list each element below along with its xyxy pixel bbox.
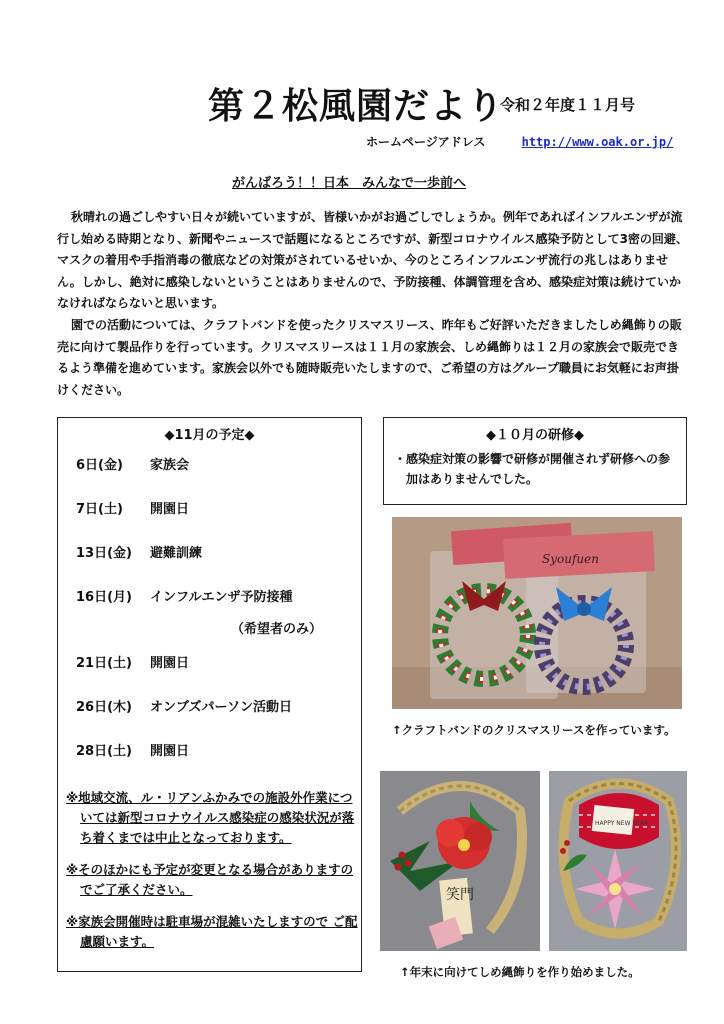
- intro-paragraph-2: 園での活動については、クラフトバンドを使ったクリスマスリース、昨年もご好評いただきましたしめ縄飾りの販売に向けて製品作りを行っています。クリスマスリースは１１月の家族会、しめ縄飾りは１２月の家族会で販売できるよう準備を進めています。家族会以外でも随時販売いたしますので、ご希望の方はグループ職員にお気軽にお声掛けください。: [57, 317, 682, 397]
- schedule-date: 13日(金): [76, 546, 132, 561]
- homepage-link[interactable]: http://www.oak.or.jp/: [521, 135, 674, 149]
- slogan: がんばろう！！日本 みんなで一歩前へ: [232, 176, 467, 191]
- wreath-caption: ↑クラフトバンドのクリスマスリースを作っています。: [392, 723, 676, 737]
- schedule-item: [76, 454, 189, 473]
- note-item: ※地域交流、ル・リアンふかみでの施設外作業については新型コロナウイルス感染症の感染状況が落ち着くまでは中止となっております。: [66, 790, 355, 845]
- schedule-item: [76, 696, 292, 715]
- schedule-date: 6日(金): [76, 458, 123, 473]
- wreath-photo-image: [392, 517, 682, 709]
- schedule-event: 開園日: [150, 656, 190, 671]
- shime-photo-1: [380, 771, 540, 951]
- schedule-event: 開園日: [150, 502, 190, 517]
- shime-caption: ↑年末に向けてしめ縄飾りを作り始めました。: [400, 965, 640, 979]
- wreath-photo: [392, 517, 682, 709]
- shime-photo-2-image: [549, 771, 687, 951]
- shime-card-1-text: 笑門: [446, 887, 474, 903]
- newsletter-title: 第２松風園だより: [208, 86, 505, 127]
- issue-label: 令和２年度１１月号: [500, 96, 636, 114]
- training-text: ・感染症対策の影響で研修が開催されず研修への参加はありませんでした。: [394, 452, 671, 486]
- shime-photo-1-image: [380, 771, 540, 951]
- schedule-date: 16日(月): [76, 590, 132, 605]
- schedule-event: 避難訓練: [150, 546, 203, 561]
- shime-photo-2: [549, 771, 687, 951]
- shime-card-2-text: HAPPY NEW YEAR: [595, 820, 649, 827]
- schedule-date: 28日(土): [76, 744, 132, 759]
- schedule-date: 21日(土): [76, 656, 132, 671]
- schedule-item: [76, 586, 292, 605]
- schedule-sub-note: （希望者のみ）: [231, 622, 323, 637]
- note-item: ※そのほかにも予定が変更となる場合がありますのでご了承ください。: [66, 862, 354, 897]
- schedule-event: オンブズパーソン活動日: [150, 700, 292, 715]
- homepage-label: ホームページアドレス: [366, 135, 486, 149]
- intro-text: [57, 207, 689, 401]
- intro-paragraph-1: 秋晴れの過ごしやすい日々が続いていますが、皆様いかがお過ごしでしょうか。例年であればインフルエンザが流行し始める時期となり、新聞やニュースで話題になるところですが、新型コロナウイルス感染予防として3密の回避、マスクの着用や手指消毒の徹底などの対策がされているせいか、今のところインフルエンザ流行の兆しはありません。しかし、絶対に感染しないということはありませんので、予防接種、体調管理を含め、感染症対策は続けていかなければならないと思います。: [57, 210, 688, 311]
- schedule-item: [76, 498, 189, 517]
- schedule-item: [76, 542, 202, 561]
- schedule-date: 7日(土): [76, 502, 123, 517]
- schedule-box: [57, 417, 362, 972]
- schedule-event: 開園日: [150, 744, 190, 759]
- schedule-item: [76, 652, 189, 671]
- schedule-date: 26日(木): [76, 700, 132, 715]
- header: [208, 78, 668, 127]
- note-item: ※家族会開催時は駐車場が混雑いたしますので ご配慮願います。: [66, 914, 358, 949]
- schedule-item: [76, 740, 189, 759]
- schedule-notes: [66, 788, 358, 964]
- homepage-line: [366, 133, 673, 150]
- schedule-event: 家族会: [150, 458, 190, 473]
- wreath-tag-text: Syoufuen: [542, 552, 599, 566]
- training-title: ◆１０月の研修◆: [486, 428, 584, 443]
- schedule-event: インフルエンザ予防接種: [150, 590, 293, 605]
- schedule-title: ◆11月の予定◆: [164, 428, 255, 443]
- training-box: [383, 417, 687, 505]
